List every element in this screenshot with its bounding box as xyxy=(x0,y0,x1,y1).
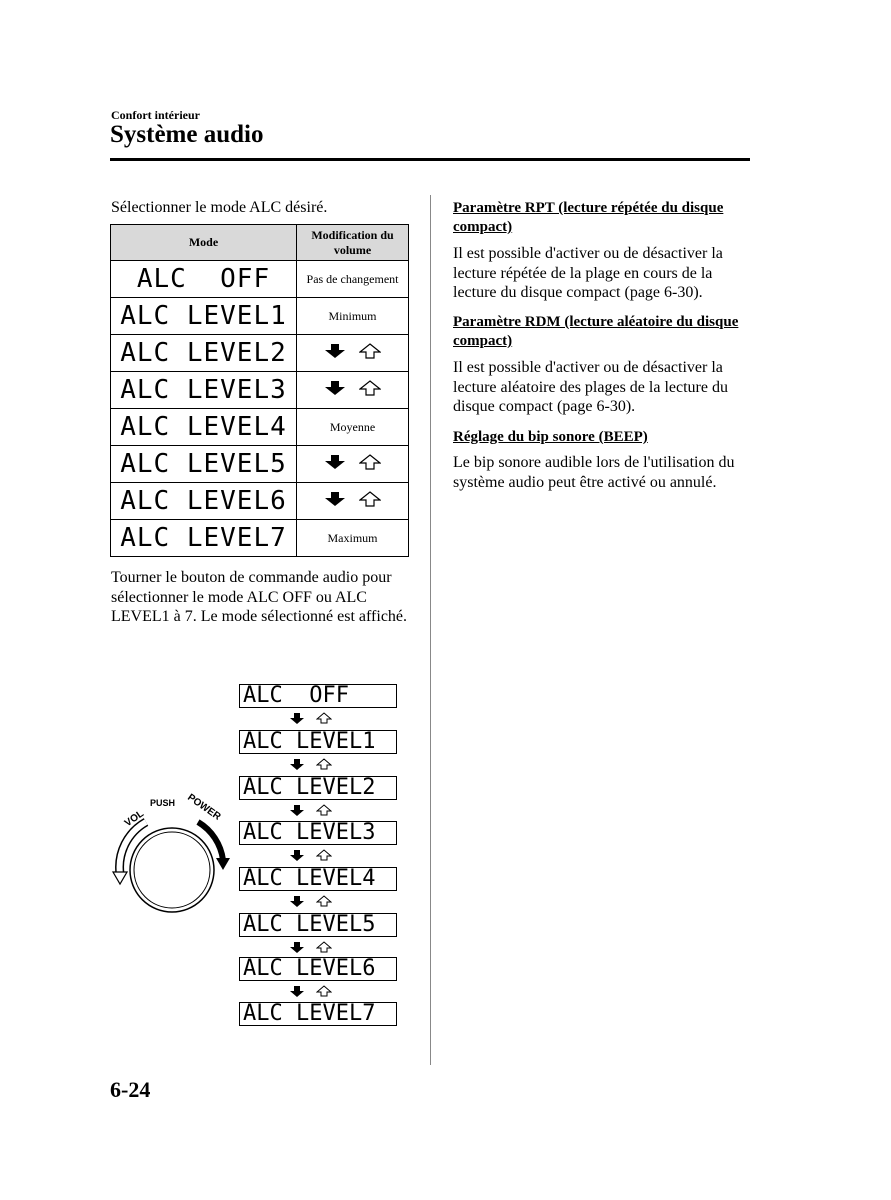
table-row xyxy=(111,446,409,483)
table-row xyxy=(111,409,409,446)
mode-cell: ALC LEVEL7 xyxy=(111,520,297,557)
outline-up-arrow-icon xyxy=(316,941,332,953)
alc-mode-table xyxy=(110,224,409,557)
beep-text: Le bip sonore audible lors de l'utilisation du système audio peut être activé ou annulé. xyxy=(453,454,735,491)
filled-down-arrow-icon xyxy=(290,850,304,861)
intro-text: Sélectionner le mode ALC désiré. xyxy=(111,199,328,216)
diagram-display: ALC OFF xyxy=(239,684,397,708)
mode-cell: ALC LEVEL3 xyxy=(111,372,297,409)
outline-up-arrow-icon xyxy=(316,985,332,997)
outline-up-arrow-icon xyxy=(359,491,381,507)
diagram-display: ALC LEVEL7 xyxy=(239,1002,397,1026)
outline-up-arrow-icon xyxy=(316,804,332,816)
mode-cell: ALC LEVEL5 xyxy=(111,446,297,483)
change-cell: Pas de changement xyxy=(297,261,409,298)
outline-up-arrow-icon xyxy=(316,895,332,907)
filled-down-arrow-icon xyxy=(325,344,345,358)
filled-down-arrow-icon xyxy=(290,942,304,953)
mode-cell: ALC OFF xyxy=(111,261,297,298)
filled-down-arrow-icon xyxy=(325,381,345,395)
diagram-display: ALC LEVEL5 xyxy=(239,913,397,937)
table-row xyxy=(111,520,409,557)
mode-cell: ALC LEVEL1 xyxy=(111,298,297,335)
filled-down-arrow-icon xyxy=(290,896,304,907)
outline-up-arrow-icon xyxy=(359,380,381,396)
table-row xyxy=(111,372,409,409)
diagram-display: ALC LEVEL2 xyxy=(239,776,397,800)
change-cell: Maximum xyxy=(297,520,409,557)
diagram-arrows xyxy=(290,804,332,816)
table-row xyxy=(111,261,409,298)
filled-down-arrow-icon xyxy=(325,492,345,506)
mode-cell: ALC LEVEL2 xyxy=(111,335,297,372)
change-arrows-cell xyxy=(297,483,409,520)
diagram-display: ALC LEVEL4 xyxy=(239,867,397,891)
rdm-heading: Paramètre RDM (lecture aléatoire du disque compact) xyxy=(453,314,739,349)
diagram-arrows xyxy=(290,985,332,997)
rpt-heading: Paramètre RPT (lecture répétée du disque compact) xyxy=(453,200,724,235)
instruction-text: Tourner le bouton de commande audio pour sélectionner le mode ALC OFF ou ALC LEVEL1 à 7. Le mode sélectionné est affiché. xyxy=(111,569,408,625)
rpt-text: Il est possible d'activer ou de désactiver la lecture répétée de la plage en cours de la lecture du disque compact (page 6-30). xyxy=(453,245,723,301)
audio-knob-icon xyxy=(110,792,235,917)
diagram-arrows xyxy=(290,712,332,724)
diagram-arrows xyxy=(290,849,332,861)
col-mode-header: Mode xyxy=(111,225,297,261)
diagram-display: ALC LEVEL1 xyxy=(239,730,397,754)
knob-label-push: PUSH xyxy=(150,798,176,808)
change-arrows-cell xyxy=(297,446,409,483)
diagram-arrows xyxy=(290,895,332,907)
header-rule xyxy=(110,158,750,161)
change-cell: Moyenne xyxy=(297,409,409,446)
filled-down-arrow-icon xyxy=(290,713,304,724)
diagram-arrows xyxy=(290,758,332,770)
filled-down-arrow-icon xyxy=(290,759,304,770)
change-arrows-cell xyxy=(297,335,409,372)
table-row xyxy=(111,483,409,520)
outline-up-arrow-icon xyxy=(359,454,381,470)
table-row xyxy=(111,335,409,372)
rdm-text: Il est possible d'activer ou de désactiver la lecture aléatoire des plages de la lecture du disque compact (page 6-30). xyxy=(453,359,728,415)
mode-cell: ALC LEVEL4 xyxy=(111,409,297,446)
filled-down-arrow-icon xyxy=(290,986,304,997)
change-cell: Minimum xyxy=(297,298,409,335)
beep-heading: Réglage du bip sonore (BEEP) xyxy=(453,429,648,445)
diagram-arrows xyxy=(290,941,332,953)
knob-label-vol: VOL xyxy=(122,808,146,830)
outline-up-arrow-icon xyxy=(359,343,381,359)
table-header-row xyxy=(111,225,409,261)
knob-label-power: POWER xyxy=(185,792,223,823)
outline-up-arrow-icon xyxy=(316,849,332,861)
table-row xyxy=(111,298,409,335)
mode-cell: ALC LEVEL6 xyxy=(111,483,297,520)
change-arrows-cell xyxy=(297,372,409,409)
section-label: Confort intérieur xyxy=(111,108,200,122)
filled-down-arrow-icon xyxy=(290,805,304,816)
diagram-display: ALC LEVEL6 xyxy=(239,957,397,981)
page-number: 6-24 xyxy=(110,1077,151,1102)
outline-up-arrow-icon xyxy=(316,758,332,770)
page-title: Système audio xyxy=(110,121,264,148)
column-divider xyxy=(430,195,431,1065)
outline-up-arrow-icon xyxy=(316,712,332,724)
diagram-display: ALC LEVEL3 xyxy=(239,821,397,845)
filled-down-arrow-icon xyxy=(325,455,345,469)
col-change-header: Modification du volume xyxy=(297,225,409,261)
